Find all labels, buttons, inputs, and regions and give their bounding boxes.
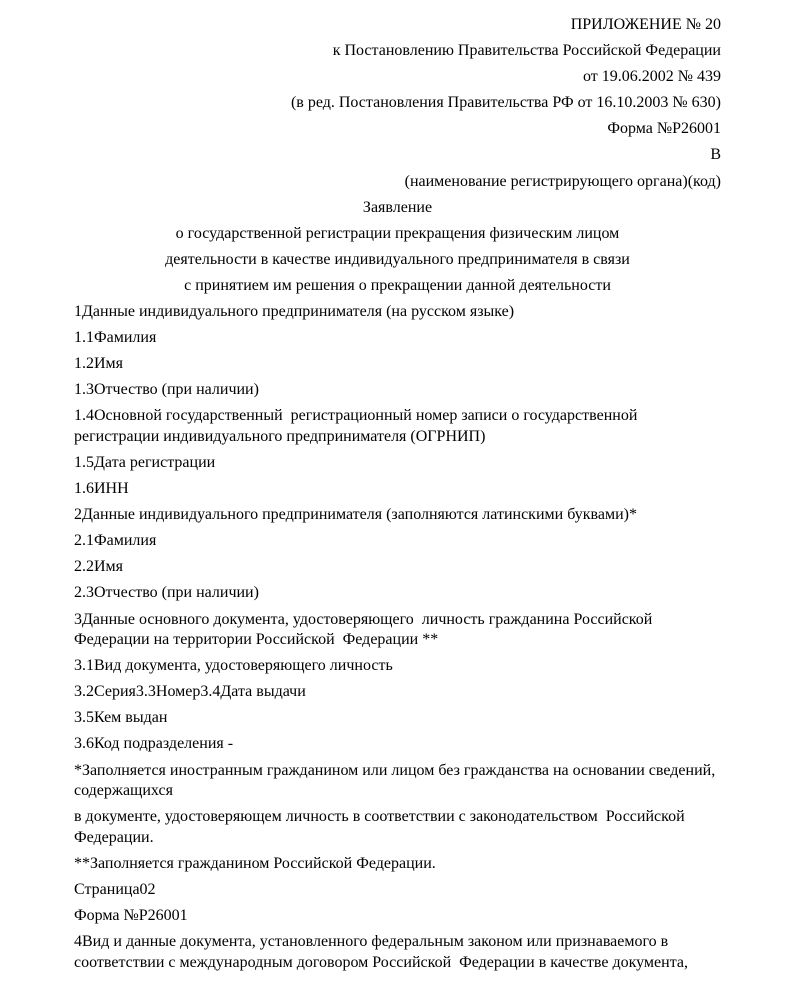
application-title-line: Заявление: [362, 198, 433, 216]
header-right-block: [74, 15, 721, 192]
section-1-heading: [74, 302, 721, 323]
field-document-type-line: 3.1Вид документа, удостоверяющего личность: [74, 657, 393, 675]
application-subtitle-3-line: с принятием им решения о прекращении данной деятельности: [184, 276, 611, 294]
field-patronymic-latin-line: 2.3Отчество (при наличии): [74, 584, 259, 602]
appendix-number: [74, 15, 721, 36]
page-number-line: Страница02: [74, 880, 156, 898]
footnote-asterisk-continued: [74, 807, 721, 848]
decree-date: [74, 67, 721, 88]
registering-authority-field-line: В: [710, 146, 721, 164]
field-issued-by: [74, 708, 721, 729]
section-3-heading: [74, 610, 721, 651]
form-body: [74, 302, 721, 973]
registering-authority-caption: [74, 172, 721, 193]
footnote-asterisk-continued-line-1: в документе, удостоверяющем личность в соответствии с законодательством Российской: [74, 808, 685, 826]
field-division-code-line: 3.6Код подразделения -: [74, 735, 234, 753]
field-issued-by-line: 3.5Кем выдан: [74, 709, 168, 727]
decree-revision: [74, 93, 721, 114]
application-subtitle-3: [74, 276, 721, 297]
section-2-heading-line: 2Данные индивидуального предпринимателя (заполняются латинскими буквами)*: [74, 506, 637, 524]
application-title: [74, 198, 721, 219]
field-inn-line: 1.6ИНН: [74, 480, 129, 498]
form-number-page-2-line: Форма №Р26001: [74, 906, 188, 924]
application-subtitle-2: [74, 250, 721, 271]
footnote-double-asterisk-line: **Заполняется гражданином Российской Федерации.: [74, 854, 436, 872]
registering-authority-caption-line: (наименование регистрирующего органа)(код): [404, 172, 721, 190]
field-series-number-issue-date: [74, 682, 721, 703]
field-surname-latin: [74, 531, 721, 552]
decree-revision-line: (в ред. Постановления Правительства РФ от 16.10.2003 № 630): [290, 94, 721, 112]
field-ogrnip-line-2: регистрации индивидуального предпринимателя (ОГРНИП): [74, 427, 486, 445]
field-patronymic: [74, 380, 721, 401]
application-subtitle-1-line: о государственной регистрации прекращения физическим лицом: [175, 224, 620, 242]
section-3-heading-line-2: Федерации на территории Российской Федерации **: [74, 631, 439, 649]
section-4-heading-line-1: 4Вид и данные документа, установленного федеральным законом или признаваемого в: [74, 933, 669, 950]
field-registration-date-line: 1.5Дата регистрации: [74, 454, 216, 471]
field-firstname: [74, 354, 721, 375]
footnote-asterisk: [74, 761, 721, 802]
field-firstname-line: 1.2Имя: [74, 355, 124, 373]
field-division-code: [74, 734, 721, 755]
section-1-heading-line: 1Данные индивидуального предпринимателя (на русском языке): [74, 303, 515, 321]
registering-authority-field: [74, 145, 721, 166]
field-surname-line: 1.1Фамилия: [74, 329, 157, 347]
section-4-heading: [74, 932, 721, 973]
field-surname-latin-line: 2.1Фамилия: [74, 532, 157, 550]
field-patronymic-line: 1.3Отчество (при наличии): [74, 381, 259, 399]
field-document-type: [74, 656, 721, 677]
footnote-asterisk-line-1: *Заполняется иностранным гражданином или лицом без гражданства на основании сведений,: [74, 761, 716, 779]
footnote-asterisk-continued-line-2: Федерации.: [74, 828, 154, 846]
field-firstname-latin: [74, 557, 721, 578]
section-3-heading-line-1: 3Данные основного документа, удостоверяющего личность гражданина Российской: [74, 610, 653, 628]
section-4-heading-line-2: соответствии с международным договором Российской Федерации в качестве документа,: [74, 953, 688, 971]
application-title-block: [74, 198, 721, 297]
section-2-heading: [74, 505, 721, 526]
page-number: [74, 880, 721, 901]
decree-reference-line: к Постановлению Правительства Российской Федерации: [332, 42, 721, 60]
field-ogrnip-line-1: 1.4Основной государственный регистрационный номер записи о государственной: [74, 407, 638, 425]
form-number-page-2: [74, 906, 721, 927]
appendix-number-line: ПРИЛОЖЕНИЕ № 20: [570, 16, 721, 33]
footnote-asterisk-line-2: содержащихся: [74, 782, 173, 800]
application-subtitle-1: [74, 224, 721, 245]
decree-date-line: от 19.06.2002 № 439: [582, 68, 721, 86]
field-ogrnip: [74, 406, 721, 447]
footnote-double-asterisk: [74, 854, 721, 875]
field-firstname-latin-line: 2.2Имя: [74, 558, 124, 576]
field-inn: [74, 479, 721, 500]
field-surname: [74, 328, 721, 349]
application-subtitle-2-line: деятельности в качестве индивидуального предпринимателя в связи: [165, 250, 630, 268]
field-series-number-issue-date-line: 3.2Серия3.3Номер3.4Дата выдачи: [74, 683, 306, 701]
field-registration-date: [74, 453, 721, 474]
form-number-line: Форма №Р26001: [607, 120, 721, 138]
decree-reference: [74, 41, 721, 62]
field-patronymic-latin: [74, 583, 721, 604]
form-number: [74, 119, 721, 140]
